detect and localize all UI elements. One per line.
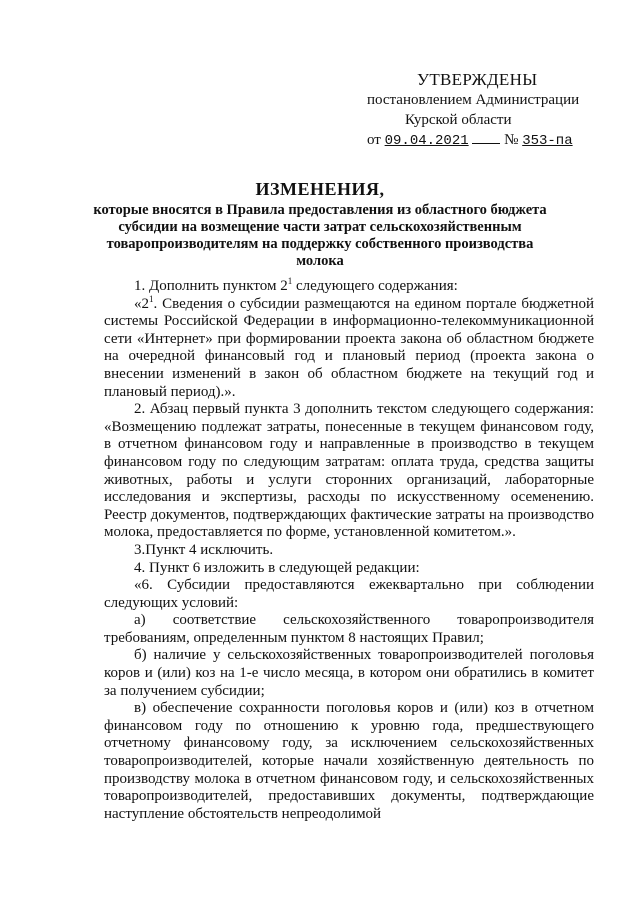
approval-date-line bbox=[367, 130, 617, 151]
approval-date-prefix: от bbox=[367, 132, 381, 148]
approval-number: 353-па bbox=[522, 133, 573, 149]
heading-title: ИЗМЕНЕНИЯ, bbox=[255, 179, 385, 199]
document-body bbox=[104, 278, 594, 823]
paragraph-9: в) обеспечение сохранности поголовья коров и (или) коз в отчетном финансовом году по отношению к уровню года, предшествующего отчетному финансовому году, за исключением сельскохозяйственных товаропроизводителей, которые начали хозяйственную деятельность по производству молока в отчетном финансовом году, и сельскохозяйственных товаропроизводителей, предоставивших документы, подтверждающие наступление обстоятельств непреодолимой bbox=[104, 700, 594, 822]
paragraph-5: 4. Пункт 6 изложить в следующей редакции: bbox=[134, 559, 420, 576]
paragraph-8: б) наличие у сельскохозяйственных товаропроизводителей поголовья коров и (или) коз на 1-е число месяца, в котором они обратились в комитет за получением субсидии; bbox=[104, 647, 594, 699]
paragraph-2 bbox=[104, 293, 594, 402]
p1-superscript: 1 bbox=[287, 276, 293, 286]
approval-line-2: Курской области bbox=[405, 112, 512, 128]
approval-title: УТВЕРЖДЕНЫ bbox=[417, 70, 538, 89]
p2-text-before: «2 bbox=[134, 295, 149, 312]
approval-date: 09.04.2021 bbox=[384, 133, 469, 149]
heading-subtitle: которые вносятся в Правила предоставления из областного бюджета субсидии на возмещение части затрат сельскохозяйственным товаропроизводителям на поддержку собственного производства молока bbox=[93, 202, 547, 269]
approval-line-1: постановлением Администрации bbox=[367, 92, 580, 108]
paragraph-6: «6. Субсидии предоставляются ежеквартально при соблюдении следующих условий: bbox=[104, 577, 594, 611]
p1-text-after: следующего содержания: bbox=[292, 278, 458, 294]
paragraph-1 bbox=[104, 278, 594, 296]
paragraph-4: 3.Пункт 4 исключить. bbox=[134, 541, 274, 558]
approval-blank bbox=[472, 133, 500, 144]
p1-text-before: 1. Дополнить пунктом 2 bbox=[134, 278, 288, 294]
approval-number-prefix: № bbox=[504, 132, 519, 148]
document-heading bbox=[90, 178, 550, 270]
paragraph-3: 2. Абзац первый пункта 3 дополнить текстом следующего содержания: «Возмещению подлежат затраты, понесенные в текущем финансовом году, в отчетном финансовом году и направленные в производство в текущем финансовом году по следующим затратам: оплата труда, средства защиты животных, работы и услуги сторонних организаций, лабораторные исследования и экспертизы, расходы по искусственному осеменению. Реестр документов, подтверждающих фактические затраты на производство молока, предоставляется по форме, установленной комитетом.». bbox=[104, 401, 594, 541]
p2-superscript: 1 bbox=[149, 293, 154, 304]
paragraph-7: а) соответствие сельскохозяйственного товаропроизводителя требованиям, определенным пунктом 8 настоящих Правил; bbox=[104, 612, 594, 646]
approval-stamp bbox=[367, 70, 617, 151]
p2-text-after: . Сведения о субсидии размещаются на едином портале бюджетной системы Российской Федерации в информационно-телекоммуникационной сети «Интернет» при формировании проекта закона об областном бюджете на очередной финансовый год и плановый период (проекта закона о внесении изменений в закон об областном бюджете на текущий год и плановый период).». bbox=[104, 295, 594, 400]
